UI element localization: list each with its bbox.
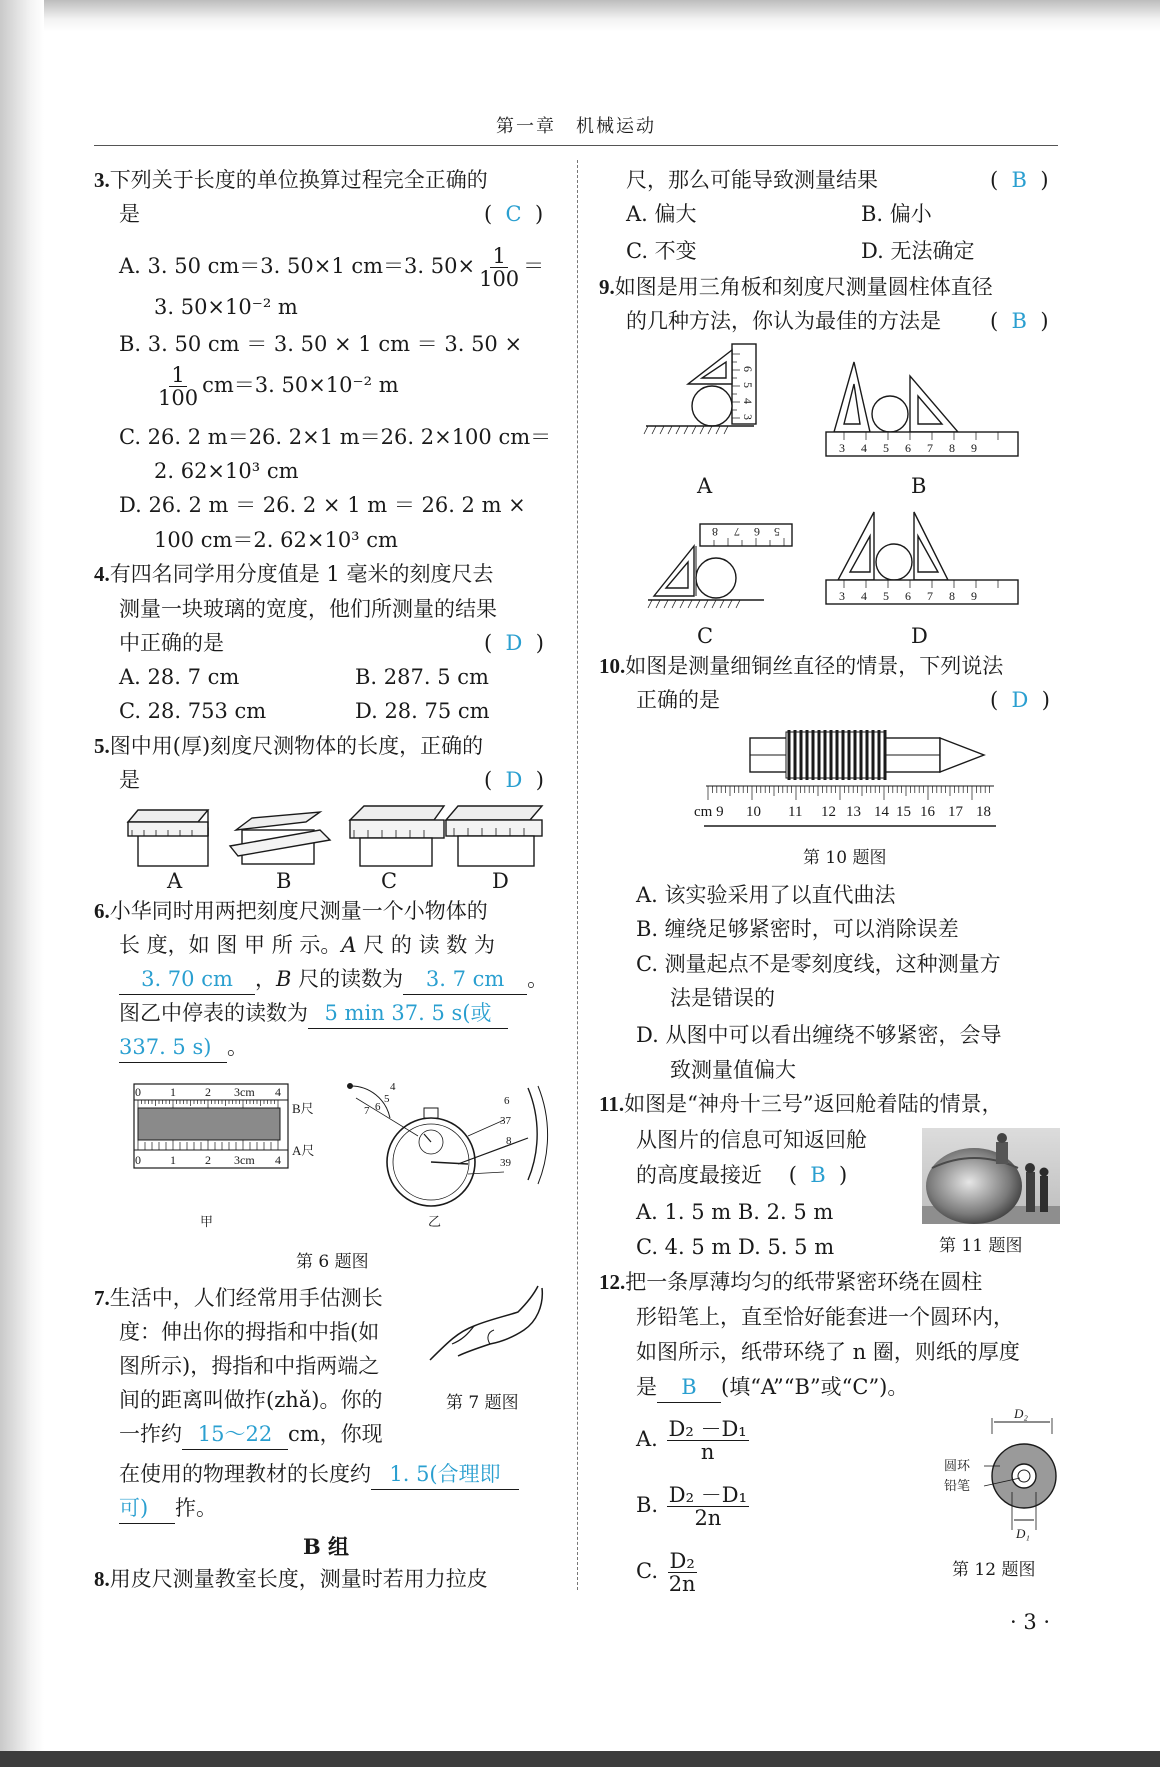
q9-d-tick-6: 6 [905,589,911,603]
q6-label-b-ruler: B尺 [292,1101,314,1116]
q9-line2: 的几种方法，你认为最佳的方法是 [626,309,941,333]
q12-answer: B [657,1372,721,1403]
q6-dial-large-37: 37 [500,1115,511,1127]
q6-dial-small-6: 6 [375,1101,381,1113]
q12-b-num: D₂ －D₁ [668,1483,747,1507]
q9-answer-paren: ( B ) [990,309,1049,333]
q12-c-fraction [667,1550,698,1595]
q12-b-label: B. [636,1493,659,1517]
q10-scale-17: 17 [948,804,963,820]
q9-b-tick-4: 4 [861,441,867,455]
q6-line3b: ， [255,967,276,991]
q9-line1 [599,272,993,302]
q9-a-tick-3: 3 [741,414,755,420]
q6-bottom-tick-4: 4 [275,1153,281,1167]
q6-line2 [119,930,495,960]
q7-number: 7. [94,1286,110,1310]
column-divider [577,160,578,1590]
q3-a1-text: A. 3. 50 cm＝3. 50×1 cm＝3. 50× [119,254,476,278]
q10-answer-paren: ( D ) [990,688,1050,712]
q12-c-den: 2n [668,1572,696,1596]
q10-scale-11: 11 [788,804,803,820]
q6-top-tick-1: 1 [170,1085,176,1099]
q9-c-tick-6: 6 [754,525,760,539]
q5-fig-a [128,810,208,866]
q9-label-c: C [697,624,714,648]
q3-option-b-line1: B. 3. 50 cm ＝ 3. 50 × 1 cm ＝ 3. 50 × [119,332,523,356]
q4-option-d: D. 28. 75 cm [355,699,490,723]
q6-line2a: 长 度，如 图 甲 所 示。 [119,933,342,957]
q11-line1 [599,1089,1003,1119]
q6-line5 [119,1032,248,1063]
q9-b-tick-7: 7 [927,441,933,455]
q12-line1 [599,1267,982,1297]
q5-fig-b [230,812,330,864]
q4-option-c: C. 28. 753 cm [119,699,267,723]
q7-l1: 生活中，人们经常用手估测长 [109,1286,383,1310]
q10-answer: D [1011,688,1029,712]
q6-number: 6. [94,899,110,923]
group-b-heading: B 组 [303,1534,350,1559]
q3-stem-line1 [94,165,488,195]
q12-c-num: D₂ [669,1549,695,1573]
q4-stem-line2: 测量一块玻璃的宽度，他们所测量的结果 [119,597,497,621]
q10-option-c-line2: 法是错误的 [670,986,775,1010]
q3-a1-tail: ＝ [523,254,545,278]
q10-option-b: B. 缠绕足够紧密时，可以消除误差 [636,917,959,941]
q9-a-tick-6: 6 [741,366,755,372]
q7-caption: 第 7 题图 [446,1393,519,1413]
q12-line4 [636,1372,908,1403]
q6-caption-yi: 乙 [428,1214,442,1229]
q9-fig-b [826,362,1018,456]
q6-line4-text: 图乙中停表的读数为 [119,1001,308,1025]
q12-line3: 如图所示，纸带环绕了 n 圈，则纸的厚度 [636,1340,1020,1364]
q10-scale-14: 14 [874,804,889,820]
q6-bottom-tick-3: 3cm [234,1153,255,1167]
q12-a-label: A. [636,1427,658,1451]
q10-scale-16: 16 [920,804,935,820]
q9-c-tick-8: 8 [712,525,718,539]
q7-line7 [119,1493,217,1524]
q7-l7b: 拃。 [175,1496,217,1520]
q9-label-a: A [697,474,713,498]
q9-d-tick-4: 4 [861,589,867,603]
q5-figure [124,800,554,892]
q4-option-b: B. 287. 5 cm [355,665,489,689]
q6-line5e: 。 [227,1035,248,1059]
q9-fig-d [826,512,1018,604]
q5-stem-line2: 是 [119,768,140,792]
q12-l4a: 是 [636,1375,657,1399]
q6-dial-small-7: 7 [364,1105,370,1117]
q11-l3: 的高度最接近 [636,1163,762,1187]
q3-answer: C [505,202,522,226]
q9-d-tick-8: 8 [949,589,955,603]
q9-l1: 如图是用三角板和刻度尺测量圆柱体直径 [614,275,993,299]
q10-l1: 如图是测量细铜丝直径的情景，下列说法 [625,654,1004,678]
q3-b-fraction [156,364,200,409]
q10-caption: 第 10 题图 [803,848,887,868]
q6-bottom-tick-1: 1 [170,1153,176,1167]
q12-ring-figure [940,1406,1060,1541]
header-rule [94,145,1058,146]
q6-line1 [94,896,488,926]
q10-option-d-line2: 致测量值偏大 [670,1058,796,1082]
chapter-header: 第一章 机械运动 [496,116,656,137]
q3-a-fraction [477,245,521,290]
q7-l6a: 在使用的物理教材的长度约 [119,1462,371,1486]
q5-fig-c [350,806,444,866]
q12-a-den: n [700,1440,715,1464]
q9-b-tick-5: 5 [883,441,889,455]
q7-line2: 度：伸出你的拇指和中指(如 [119,1320,380,1344]
q4-stem-line1 [94,559,493,589]
q3-stem1: 下列关于长度的单位换算过程完全正确的 [109,168,488,192]
q12-line2: 形铅笔上，直至恰好能套进一个圆环内， [636,1305,1014,1329]
q6-caption: 第 6 题图 [296,1252,369,1272]
q6-top-tick-4: 4 [275,1085,281,1099]
q8-line2: 尺，那么可能导致测量结果 [626,168,878,192]
q7-hand-figure [428,1282,556,1362]
q9-d-tick-5: 5 [883,589,889,603]
q6-top-tick-2: 2 [205,1085,211,1099]
q3-option-b-line2 [154,364,399,409]
q9-b-tick-9: 9 [971,441,977,455]
q7-line1 [94,1283,383,1313]
q4-answer: D [505,631,523,655]
q12-caption: 第 12 题图 [952,1560,1036,1580]
q3-a-frac-num: 1 [492,244,506,268]
q9-d-tick-7: 7 [927,589,933,603]
q8-option-c: C. 不变 [626,239,697,263]
q6-top-tick-0: 0 [135,1085,141,1099]
q9-d-tick-9: 9 [971,589,977,603]
q9-b-tick-3: 3 [839,441,845,455]
q12-b-fraction [667,1484,749,1529]
q10-scale-15: 15 [896,804,911,820]
q12-a-num: D₂ －D₁ [668,1417,747,1441]
q12-a-fraction [667,1418,749,1463]
q12-option-c [636,1550,700,1595]
q10-scale-10: 10 [746,804,761,820]
q10-scale-18: 18 [976,804,991,820]
q3-option-c-line1: C. 26. 2 m＝26. 2×1 m＝26. 2×100 cm＝ [119,425,552,449]
q6-line1-text: 小华同时用两把刻度尺测量一个小物体的 [109,899,488,923]
q10-scale-12: 12 [821,804,836,820]
q6-dial-large-8: 8 [506,1135,512,1147]
q6-line3 [119,964,548,995]
q10-scale-13: 13 [846,804,861,820]
q8-option-a: A. 偏大 [626,202,697,226]
q11-line3: 的高度最接近 ( B ) [636,1163,848,1187]
q3-option-a-line1 [119,245,544,290]
q11-options-cd: C. 4. 5 m D. 5. 5 m [636,1235,835,1259]
q12-fig-ring: 圆环 [944,1458,971,1473]
q6-answer-stopwatch-part1: 5 min 37. 5 s(或 [308,998,508,1029]
q10-line1 [599,651,1003,681]
q9-c-tick-7: 7 [734,525,740,539]
q12-c-label: C. [636,1559,658,1583]
q5-label-a: A [167,869,183,893]
q7-line5 [119,1419,383,1450]
q11-answer: B [810,1163,826,1187]
q11-capsule-photo [922,1128,1060,1224]
q7-answer-span: 15～22 [182,1419,288,1450]
q5-number: 5. [94,734,110,758]
q7-l5a: 一拃约 [119,1422,182,1446]
q6-dial-small-5: 5 [384,1093,390,1105]
q3-stem2: 是 [119,202,140,226]
q6-answer-b-ruler: 3. 7 cm [403,964,527,995]
q7-l5b: cm，你现 [288,1422,383,1446]
q6-bottom-tick-0: 0 [135,1153,141,1167]
q6-line4 [119,998,508,1029]
q5-fig-d [446,806,542,866]
q12-number: 12. [599,1270,626,1294]
q6-line2b: A [341,933,357,957]
q3-option-d-line1: D. 26. 2 m ＝ 26. 2 × 1 m ＝ 26. 2 m × [119,493,526,517]
q10-option-d-line1: D. 从图中可以看出缠绕不够紧密，会导 [636,1023,1002,1047]
q11-l1: 如图是“神舟十三号”返回舱着陆的情景， [624,1092,1003,1116]
q5-stem-line1 [94,731,483,761]
q6-dial-large-6: 6 [504,1095,510,1107]
q9-number: 9. [599,275,615,299]
q3-option-c-line2: 2. 62×10³ cm [154,459,299,483]
q8-line1 [94,1564,488,1594]
q9-a-tick-5: 5 [741,382,755,388]
q12-fig-d2: D₂ [1014,1406,1028,1421]
q3-answer-paren: ( C ) [484,202,544,226]
q12-l4b: (填“A”“B”或“C”)。 [721,1375,909,1399]
q6-line2c: 尺 的 读 数 为 [356,933,495,957]
q11-options-ab: A. 1. 5 m B. 2. 5 m [636,1200,834,1224]
page-number: · 3 · [1010,1610,1051,1634]
q5-answer-paren: ( D ) [484,768,544,792]
q6-answer-a-ruler: 3. 70 cm [119,964,255,995]
q10-line2: 正确的是 [636,688,720,712]
q5-label-b: B [276,869,292,893]
q5-label-c: C [381,869,398,893]
q9-b-tick-8: 8 [949,441,955,455]
q12-option-a [636,1418,751,1463]
q5-stem1: 图中用(厚)刻度尺测物体的长度，正确的 [109,734,484,758]
q6-dial-large-39: 39 [500,1157,511,1169]
q12-option-b [636,1484,751,1529]
q6-label-a-ruler: A尺 [292,1143,315,1158]
q9-fig-a [644,344,756,434]
q12-fig-pencil: 铅笔 [944,1478,971,1493]
q6-figure [128,1080,548,1230]
q9-d-tick-3: 3 [839,589,845,603]
q6-line3c: B [276,967,292,991]
q10-option-c-line1: C. 测量起点不是零刻度线，这种测量方 [636,952,1001,976]
q11-caption: 第 11 题图 [939,1236,1023,1256]
q10-option-a: A. 该实验采用了以直代曲法 [636,883,896,907]
q3-option-d-line2: 100 cm＝2. 62×10³ cm [154,528,398,552]
q8-l1: 用皮尺测量教室长度，测量时若用力拉皮 [109,1567,488,1591]
q11-number: 11. [599,1092,625,1116]
q4-stem1: 有四名同学用分度值是 1 毫米的刻度尺去 [109,562,494,586]
q3-b-frac-num: 1 [171,363,185,387]
q7-answer-book-part1: 1. 5(合理即 [371,1459,519,1490]
q6-top-tick-3: 3cm [234,1085,255,1099]
q8-answer-paren: ( B ) [990,168,1049,192]
q4-option-a: A. 28. 7 cm [119,665,240,689]
q8-answer: B [1011,168,1027,192]
q3-option-a-line2: 3. 50×10⁻² m [154,295,298,319]
q3-b-frac-den: 100 [158,386,199,410]
q6-dial-small-4: 4 [390,1081,396,1093]
q8-number: 8. [94,1567,110,1591]
q4-stem-line3: 中正确的是 [119,631,224,655]
q6-answer-stopwatch-part2: 337. 5 s) [119,1032,227,1063]
q3-b2-tail: cm＝3. 50×10⁻² m [202,373,399,397]
q5-answer: D [505,768,523,792]
q12-b-den: 2n [694,1506,722,1530]
q10-number: 10. [599,654,626,678]
q12-fig-d1: D₁ [1016,1526,1030,1541]
q9-fig-c [648,524,792,608]
q8-option-b: B. 偏小 [861,202,932,226]
q4-number: 4. [94,562,110,586]
q9-label-b: B [911,474,927,498]
q9-answer: B [1011,309,1027,333]
q10-scale-9: cm 9 [694,804,724,820]
q7-line3: 图所示)，拇指和中指两端之 [119,1354,380,1378]
q8-option-d: D. 无法确定 [861,239,975,263]
q12-l1: 把一条厚薄均匀的纸带紧密环绕在圆柱 [625,1270,983,1294]
q7-answer-book-part2: 可) [119,1493,175,1524]
q5-label-d: D [492,869,509,893]
q11-line2: 从图片的信息可知返回舱 [636,1128,867,1152]
q3-number: 3. [94,168,110,192]
q10-figure [696,722,1006,830]
q6-caption-jia: 甲 [200,1214,214,1229]
q9-c-tick-5: 5 [774,525,780,539]
q6-line3d: 尺的读数为 [291,967,404,991]
q9-a-tick-4: 4 [741,398,755,404]
q7-line4: 间的距离叫做拃(zhǎ)。你的 [119,1388,383,1412]
q4-answer-paren: ( D ) [484,631,544,655]
q6-line3e: 。 [527,967,549,991]
q9-label-d: D [911,624,928,648]
q3-a-frac-den: 100 [479,267,520,291]
q7-line6 [119,1459,519,1490]
q6-bottom-tick-2: 2 [205,1153,211,1167]
q9-b-tick-6: 6 [905,441,911,455]
